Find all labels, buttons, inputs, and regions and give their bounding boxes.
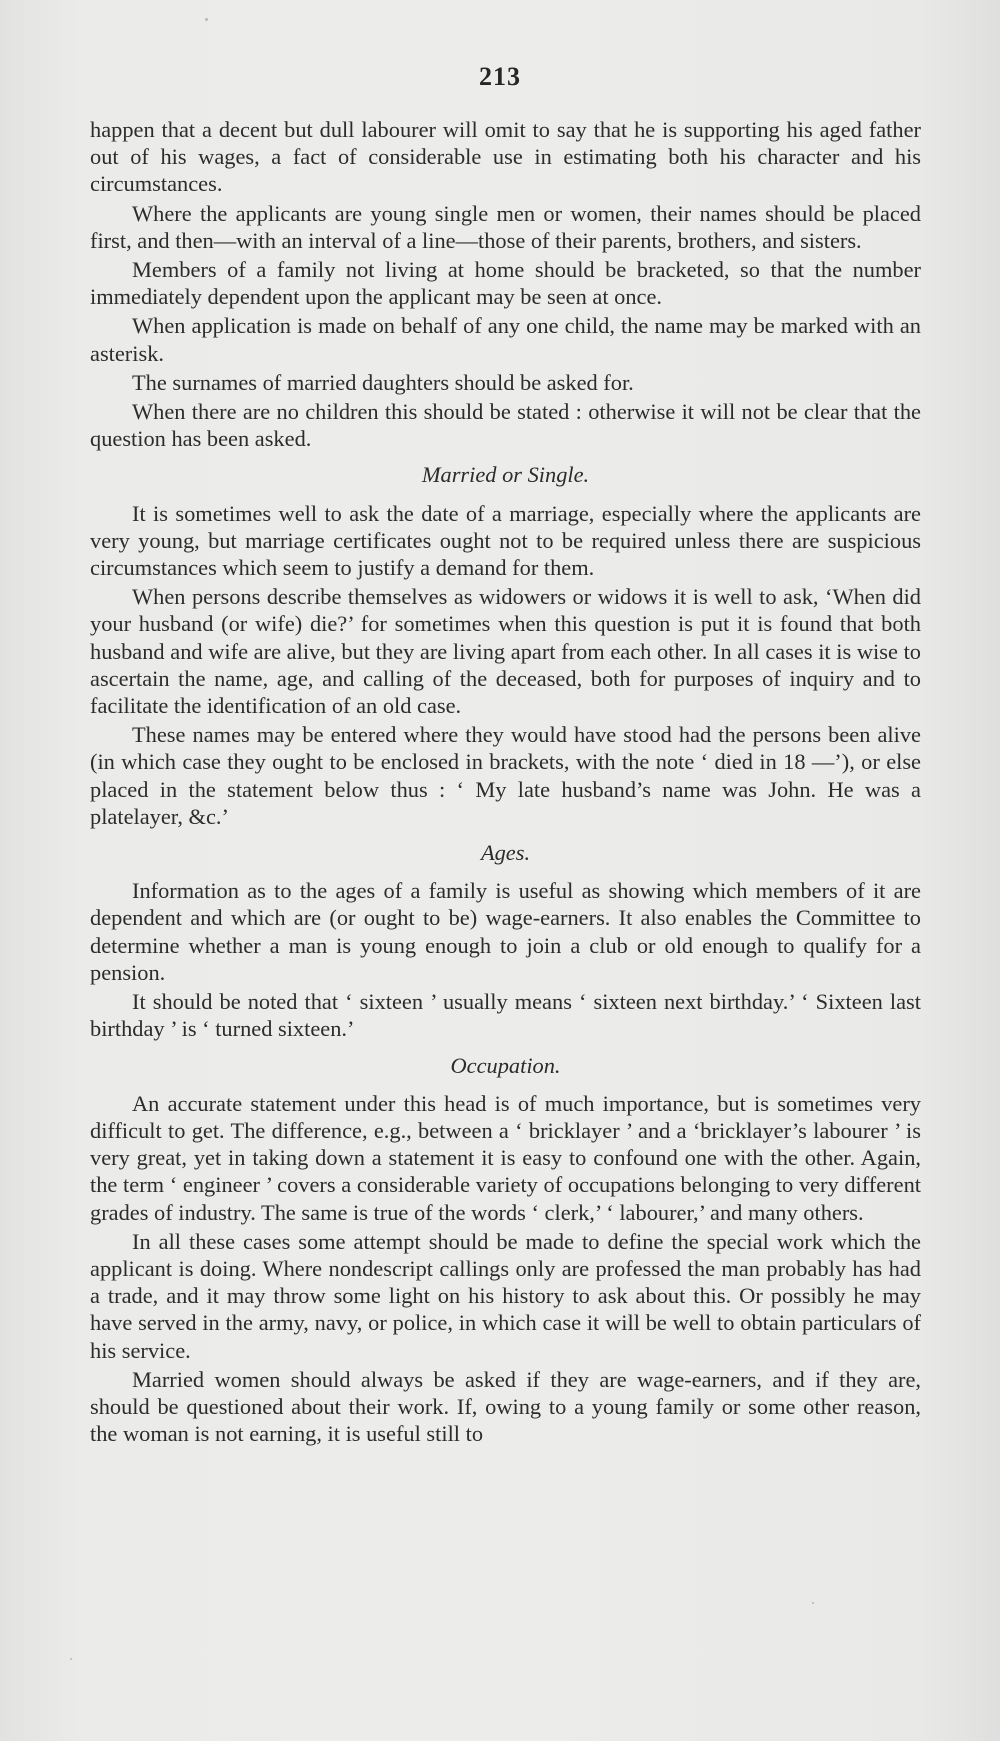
paragraph-ages-information: Information as to the ages of a family is useful as showing which members of it are dependent and which are (or ought to be) wage-earners. It also enables the Committee to determine whether a man is young enough to join a club or old enough to qualify for a pension. [90, 878, 921, 985]
section-heading-married-or-single: Married or Single. [421, 462, 590, 488]
paragraph-accurate-statement: An accurate statement under this head is of much importance, but is sometimes very difficult to get. The difference, e.g., between a ‘ bricklayer ’ and a ‘bricklayer’s labourer ’ is very great, yet in taking down a statement it is easy to confound one with the other. Again, the term ‘ engineer ’ covers a considerable variety of occupations belonging to very different grades of industry. The same is true of the words ‘ clerk,’ ‘ labourer,’ and many others. [90, 1090, 921, 1225]
page-number: 213 [479, 62, 521, 91]
page-body-text [90, 116, 921, 1449]
paragraph-names-entered: These names may be entered where they would have stood had the persons been alive (in which case they ought to be enclosed in brackets, with the note ‘ died in 18 —’), or else placed in the statement below thus : ‘ My late husband’s name was John. He was a platelayer, &c.’ [90, 722, 921, 829]
paragraph-sixteen-note: It should be noted that ‘ sixteen ’ usually means ‘ sixteen next birthday.’ ‘ Sixteen last birthday ’ is ‘ turned sixteen.’ [90, 989, 921, 1042]
paragraph-married-women: Married women should always be asked if they are wage-earners, and if they are, should be questioned about their work. If, owing to a young family or some other reason, the woman is not earning, it is useful still to [90, 1366, 921, 1447]
paragraph-define-special-work: In all these cases some attempt should be made to define the special work which the applicant is doing. Where nondescript callings only are professed the man probably has had a trade, and it may throw some light on his history to ask about this. Or possibly he may have served in the army, navy, or police, in which case it will be well to obtain particulars of his service. [90, 1228, 921, 1363]
paragraph-married-daughters: The surnames of married daughters should be asked for. [132, 369, 634, 395]
paragraph-marriage-date: It is sometimes well to ask the date of a marriage, especially where the applicants are very young, but marriage certificates ought not to be required unless there are suspicious circumstances which seem to justify a demand for them. [90, 500, 921, 581]
paper-speck [70, 1658, 72, 1660]
paper-speck [812, 1602, 814, 1604]
section-heading-ages: Ages. [480, 840, 531, 866]
paragraph-no-children: When there are no children this should be stated : otherwise it will not be clear that the question has been asked. [90, 399, 921, 452]
section-heading-occupation: Occupation. [450, 1052, 561, 1078]
paragraph-young-single-applicants: Where the applicants are young single men or women, their names should be placed first, and then—with an interval of a line—those of their parents, brothers, and sisters. [90, 200, 921, 253]
paper-speck [205, 18, 208, 21]
paragraph-family-not-at-home: Members of a family not living at home should be bracketed, so that the number immediately dependent upon the applicant may be seen at once. [90, 257, 921, 310]
paragraph-widowers-widows: When persons describe themselves as widowers or widows it is well to ask, ‘When did your husband (or wife) die?’ for sometimes when this question is put it is found that both husband and wife are alive, but they are living apart from each other. In all cases it is wise to ascertain the name, age, and calling of the deceased, both for purposes of inquiry and to facilitate the identification of an old case. [90, 584, 921, 719]
paragraph-child-asterisk: When application is made on behalf of any one child, the name may be marked with an asterisk. [90, 313, 921, 366]
paragraph-continuation: happen that a decent but dull labourer will omit to say that he is supporting his aged father out of his wages, a fact of considerable use in estimating both his character and his circumstances. [90, 117, 921, 197]
